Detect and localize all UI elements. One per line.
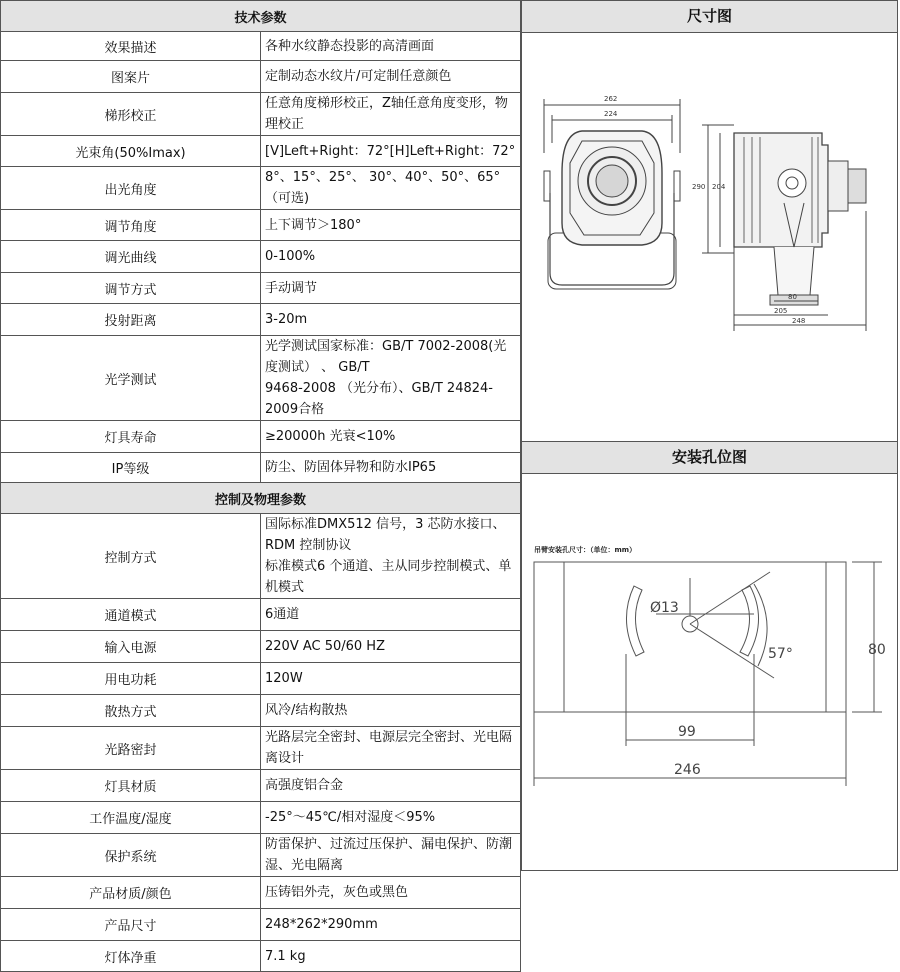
row-label: 输入电源 bbox=[1, 631, 261, 663]
table-row bbox=[1, 32, 521, 61]
table-row bbox=[1, 61, 521, 93]
row-label: 调光曲线 bbox=[1, 241, 261, 273]
row-value-line: 标准模式6 个通道、主从同步控制模式、单机模式 bbox=[265, 559, 512, 595]
dim-label-80: 80 bbox=[788, 293, 797, 301]
row-value: 8°、15°、25°、 30°、40°、50°、65°（可选) bbox=[261, 167, 521, 210]
row-value: 防雷保护、过流过压保护、漏电保护、防潮湿、光电隔离 bbox=[261, 834, 521, 877]
row-value: 高强度铝合金 bbox=[261, 770, 521, 802]
dimension-panel-title: 尺寸图 bbox=[522, 1, 897, 33]
table-row bbox=[1, 599, 521, 631]
mount-slot-right bbox=[740, 586, 759, 656]
row-value-line: 光学测试国家标准：GB/T 7002-2008(光度测试） 、 GB/T bbox=[265, 339, 507, 375]
row-value: ≥20000h 光衰<10% bbox=[261, 421, 521, 453]
mounting-caption: 吊臂安装孔尺寸：（单位：mm） bbox=[534, 546, 637, 554]
table-row bbox=[1, 877, 521, 909]
height-label: 80 bbox=[868, 642, 886, 658]
dim-label-262: 262 bbox=[604, 95, 618, 103]
row-value: 防尘、防固体异物和防水IP65 bbox=[261, 453, 521, 483]
row-value: 各种水纹静态投影的高清画面 bbox=[261, 32, 521, 61]
row-value: 压铸铝外壳，灰色或黑色 bbox=[261, 877, 521, 909]
dimension-panel bbox=[521, 0, 898, 442]
row-label: 效果描述 bbox=[1, 32, 261, 61]
table-row bbox=[1, 727, 521, 770]
row-value bbox=[261, 336, 521, 421]
row-value: 3-20m bbox=[261, 304, 521, 336]
table-row bbox=[1, 336, 521, 421]
row-value: 6通道 bbox=[261, 599, 521, 631]
tech-params-header-row bbox=[1, 1, 521, 32]
table-row bbox=[1, 909, 521, 941]
row-label: IP等级 bbox=[1, 453, 261, 483]
row-value: 定制动态水纹片/可定制任意颜色 bbox=[261, 61, 521, 93]
table-row bbox=[1, 802, 521, 834]
dim-label-248: 248 bbox=[792, 317, 806, 325]
row-label: 通道模式 bbox=[1, 599, 261, 631]
row-label: 灯具材质 bbox=[1, 770, 261, 802]
dim-label-204: 204 bbox=[712, 183, 726, 191]
table-row bbox=[1, 273, 521, 304]
row-label: 出光角度 bbox=[1, 167, 261, 210]
tech-params-title: 技术参数 bbox=[1, 1, 521, 32]
row-value: 手动调节 bbox=[261, 273, 521, 304]
table-row bbox=[1, 631, 521, 663]
row-value: 任意角度梯形校正，Z轴任意角度变形，物理校正 bbox=[261, 93, 521, 136]
table-row bbox=[1, 941, 521, 972]
mounting-panel-title: 安装孔位图 bbox=[522, 442, 897, 474]
row-value: 风冷/结构散热 bbox=[261, 695, 521, 727]
row-value: 上下调节＞180° bbox=[261, 210, 521, 241]
table-row bbox=[1, 304, 521, 336]
row-label: 光路密封 bbox=[1, 727, 261, 770]
row-label: 控制方式 bbox=[1, 514, 261, 599]
length-label: 246 bbox=[674, 762, 701, 778]
physical-params-header-row bbox=[1, 483, 521, 514]
table-row bbox=[1, 421, 521, 453]
row-label: 投射距离 bbox=[1, 304, 261, 336]
row-label: 光束角(50%Imax) bbox=[1, 136, 261, 167]
row-label: 散热方式 bbox=[1, 695, 261, 727]
row-value: 120W bbox=[261, 663, 521, 695]
hole-dia-label: Ø13 bbox=[650, 600, 679, 616]
row-value: 220V AC 50/60 HZ bbox=[261, 631, 521, 663]
row-value: 0-100% bbox=[261, 241, 521, 273]
table-row bbox=[1, 167, 521, 210]
row-label: 光学测试 bbox=[1, 336, 261, 421]
dim-label-205: 205 bbox=[774, 307, 788, 315]
table-row bbox=[1, 210, 521, 241]
row-label: 工作温度/湿度 bbox=[1, 802, 261, 834]
table-row bbox=[1, 695, 521, 727]
row-value-line: 9468-2008 （光分布）、GB/T 24824-2009合格 bbox=[265, 381, 493, 417]
row-label: 梯形校正 bbox=[1, 93, 261, 136]
dim-label-290: 290 bbox=[692, 183, 706, 191]
physical-params-title: 控制及物理参数 bbox=[1, 483, 521, 514]
row-value: [V]Left+Right：72°[H]Left+Right：72° bbox=[261, 136, 521, 167]
table-row bbox=[1, 453, 521, 483]
table-row bbox=[1, 241, 521, 273]
row-label: 用电功耗 bbox=[1, 663, 261, 695]
mounting-panel bbox=[521, 441, 898, 871]
row-label: 保护系统 bbox=[1, 834, 261, 877]
row-label: 图案片 bbox=[1, 61, 261, 93]
side-lens bbox=[848, 169, 866, 203]
dimension-drawing bbox=[522, 33, 897, 443]
row-label: 产品材质/颜色 bbox=[1, 877, 261, 909]
row-label: 灯体净重 bbox=[1, 941, 261, 972]
table-row bbox=[1, 514, 521, 599]
row-value bbox=[261, 514, 521, 599]
table-row bbox=[1, 663, 521, 695]
dim-label-224: 224 bbox=[604, 110, 618, 118]
table-row bbox=[1, 136, 521, 167]
table-row bbox=[1, 770, 521, 802]
row-value: 7.1 kg bbox=[261, 941, 521, 972]
row-value-line: 国际标准DMX512 信号，3 芯防水接口、RDM 控制协议 bbox=[265, 517, 506, 553]
row-value: 光路层完全密封、电源层完全密封、光电隔离设计 bbox=[261, 727, 521, 770]
row-label: 产品尺寸 bbox=[1, 909, 261, 941]
angle-label: 57° bbox=[768, 646, 793, 662]
side-bracket bbox=[774, 247, 814, 295]
row-label: 调节角度 bbox=[1, 210, 261, 241]
row-label: 调节方式 bbox=[1, 273, 261, 304]
row-label: 灯具寿命 bbox=[1, 421, 261, 453]
mounting-drawing bbox=[522, 474, 897, 871]
row-value: -25°～45℃/相对湿度＜95% bbox=[261, 802, 521, 834]
row-value: 248*262*290mm bbox=[261, 909, 521, 941]
table-row bbox=[1, 834, 521, 877]
mount-slot-left bbox=[626, 586, 644, 656]
spacing-label: 99 bbox=[678, 724, 696, 740]
table-row bbox=[1, 93, 521, 136]
